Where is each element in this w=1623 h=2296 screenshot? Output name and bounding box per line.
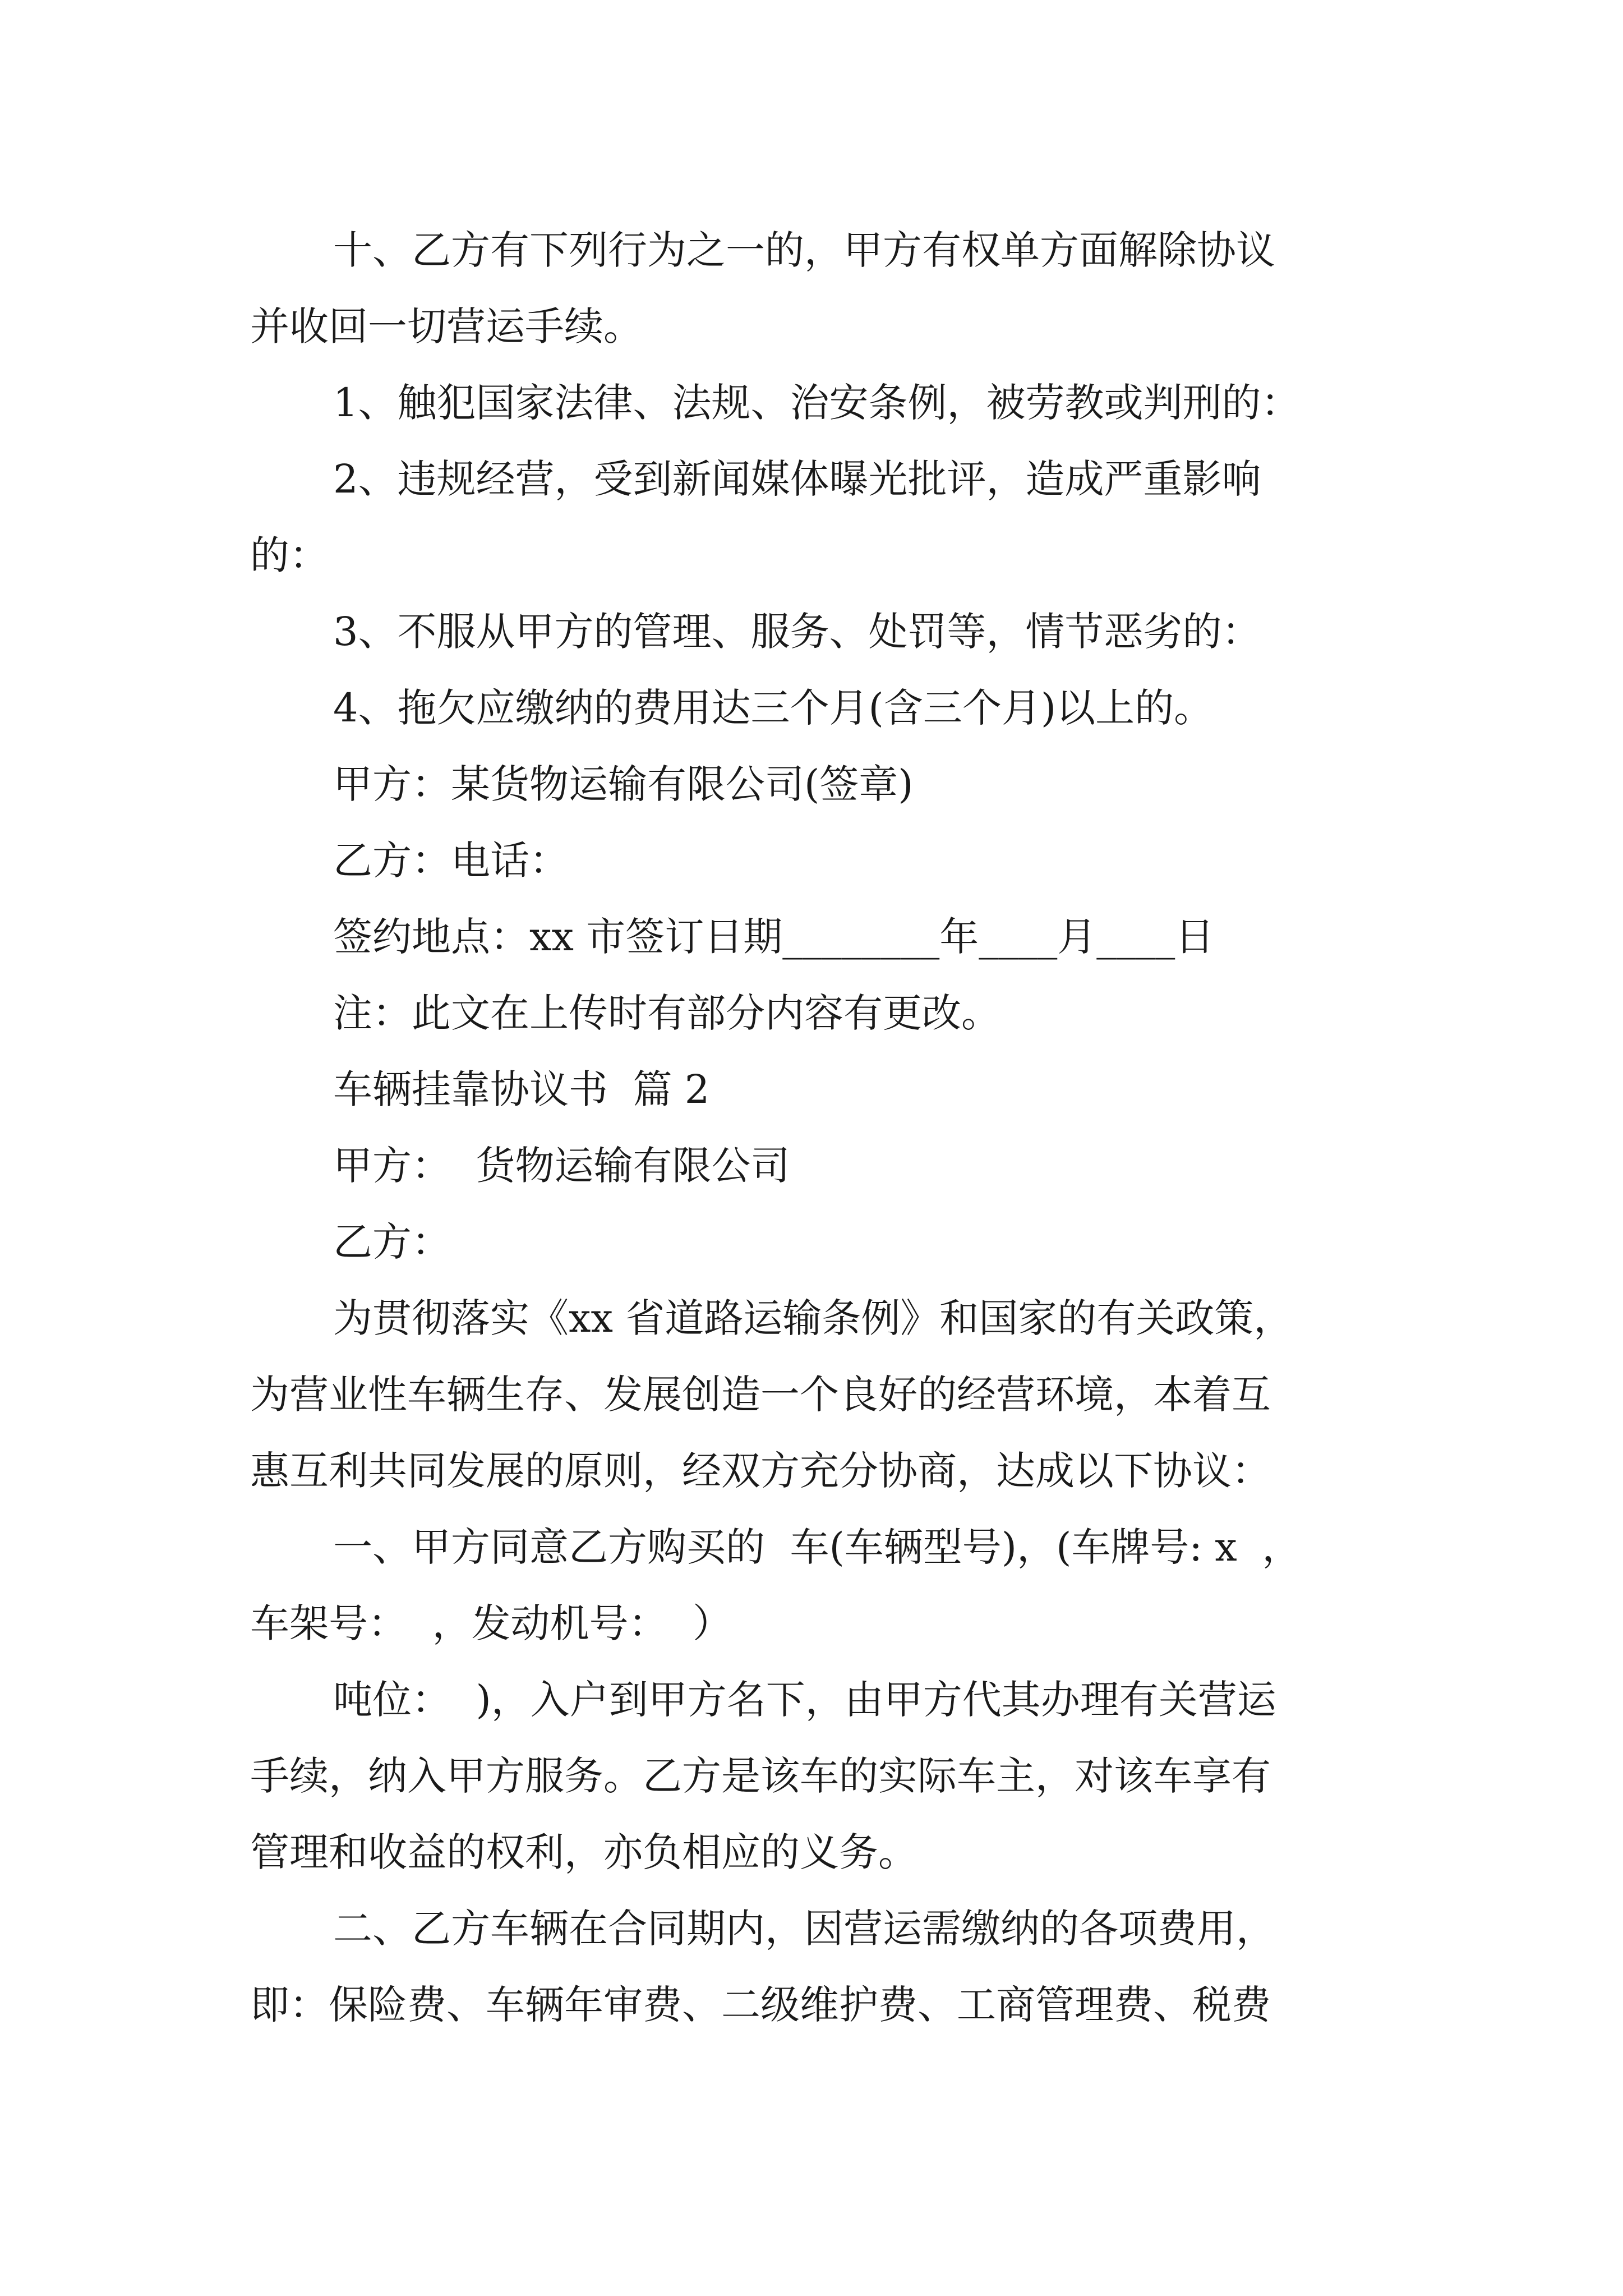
- text-line: 2、违规经营，受到新闻媒体曝光批评，造成严重影响: [333, 456, 1261, 502]
- text-line: 乙方：电话：: [333, 838, 569, 884]
- text-line: 手续，纳入甲方服务。乙方是该车的实际车主，对该车享有: [250, 1753, 1271, 1799]
- text-line: 甲方：某货物运输有限公司(签章): [333, 761, 914, 807]
- text-line: 乙方：: [333, 1219, 451, 1265]
- text-line: 十、乙方有下列行为之一的，甲方有权单方面解除协议: [333, 227, 1275, 273]
- text-line: 一、甲方同意乙方购买的 车(车辆型号)，(车牌号: x ，: [333, 1524, 1302, 1570]
- text-line: 甲方： 货物运输有限公司: [333, 1143, 790, 1189]
- text-line: 的：: [250, 532, 329, 578]
- text-line: 为营业性车辆生存、发展创造一个良好的经营环境，本着互: [250, 1372, 1271, 1418]
- text-line: 惠互利共同发展的原则，经双方充分协商，达成以下协议：: [250, 1448, 1271, 1494]
- text-line: 3、不服从甲方的管理、服务、处罚等，情节恶劣的：: [333, 609, 1261, 655]
- text-line: 为贯彻落实《xx 省道路运输条例》和国家的有关政策，: [333, 1295, 1293, 1341]
- text-line: 注：此文在上传时有部分内容有更改。: [333, 990, 1000, 1036]
- text-line: 吨位： )，入户到甲方名下，由甲方代其办理有关营运: [333, 1677, 1276, 1723]
- text-line: 签约地点：xx 市签订日期________年____月____日: [333, 914, 1215, 960]
- text-line: 即：保险费、车辆年审费、二级维护费、工商管理费、税费: [250, 1982, 1271, 2028]
- text-line: 1、触犯国家法律、法规、治安条例，被劳教或判刑的：: [333, 380, 1301, 426]
- text-line: 车架号： ，发动机号： ）: [250, 1600, 732, 1646]
- section-heading: 车辆挂靠协议书 篇 2: [333, 1066, 710, 1112]
- text-line: 并收回一切营运手续。: [250, 303, 643, 349]
- document-body: [250, 212, 1394, 2043]
- text-line: 二、乙方车辆在合同期内，因营运需缴纳的各项费用，: [333, 1906, 1275, 1952]
- text-line: 管理和收益的权利，亦负相应的义务。: [250, 1829, 917, 1875]
- text-line: 4、拖欠应缴纳的费用达三个月(含三个月)以上的。: [333, 685, 1214, 731]
